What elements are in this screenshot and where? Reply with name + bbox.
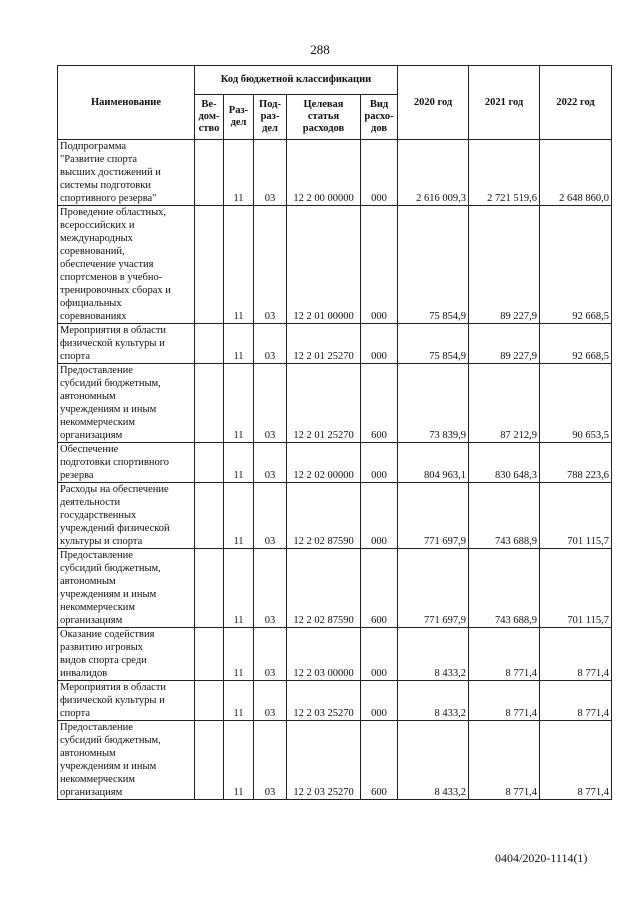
row-podrazdel: 03 — [254, 628, 287, 681]
row-vedomstvo — [195, 443, 224, 483]
row-razdel: 11 — [224, 324, 254, 364]
row-podrazdel: 03 — [254, 443, 287, 483]
row-podrazdel: 03 — [254, 721, 287, 800]
row-vid: 000 — [361, 443, 398, 483]
row-vedomstvo — [195, 324, 224, 364]
table-row — [58, 483, 612, 549]
row-vid: 000 — [361, 483, 398, 549]
row-name: Подпрограмма "Развитие спорта высших достижений и системы подготовки спортивного резерва" — [58, 140, 195, 206]
row-tselevaya: 12 2 03 25270 — [287, 721, 361, 800]
row-tselevaya: 12 2 01 00000 — [287, 206, 361, 324]
row-name: Предоставление субсидий бюджетным, автономным учреждениям и иным некоммерческим организациям — [58, 549, 195, 628]
row-2022: 90 653,5 — [540, 364, 612, 443]
row-2020: 804 963,1 — [398, 443, 469, 483]
table-row — [58, 140, 612, 206]
header-tselevaya: Целевая статья расходов — [287, 95, 361, 140]
row-2021: 8 771,4 — [469, 721, 540, 800]
row-razdel: 11 — [224, 140, 254, 206]
row-name: Обеспечение подготовки спортивного резерва — [58, 443, 195, 483]
table-row — [58, 364, 612, 443]
row-2021: 8 771,4 — [469, 681, 540, 721]
row-2022: 701 115,7 — [540, 549, 612, 628]
row-2022: 2 648 860,0 — [540, 140, 612, 206]
row-2022: 8 771,4 — [540, 721, 612, 800]
row-razdel: 11 — [224, 206, 254, 324]
row-razdel: 11 — [224, 364, 254, 443]
row-2020: 75 854,9 — [398, 324, 469, 364]
row-podrazdel: 03 — [254, 483, 287, 549]
row-razdel: 11 — [224, 443, 254, 483]
table-row — [58, 628, 612, 681]
row-2020: 8 433,2 — [398, 628, 469, 681]
row-podrazdel: 03 — [254, 549, 287, 628]
row-razdel: 11 — [224, 483, 254, 549]
row-vedomstvo — [195, 364, 224, 443]
row-podrazdel: 03 — [254, 206, 287, 324]
row-vid: 000 — [361, 681, 398, 721]
row-2021: 830 648,3 — [469, 443, 540, 483]
table-body — [58, 140, 612, 800]
header-2022: 2022 год — [540, 66, 612, 140]
row-razdel: 11 — [224, 628, 254, 681]
row-vid: 000 — [361, 140, 398, 206]
row-razdel: 11 — [224, 681, 254, 721]
row-razdel: 11 — [224, 549, 254, 628]
row-tselevaya: 12 2 00 00000 — [287, 140, 361, 206]
row-vedomstvo — [195, 206, 224, 324]
row-vedomstvo — [195, 681, 224, 721]
row-vid: 000 — [361, 628, 398, 681]
row-tselevaya: 12 2 02 00000 — [287, 443, 361, 483]
row-vedomstvo — [195, 549, 224, 628]
table-header — [58, 66, 612, 140]
row-2021: 87 212,9 — [469, 364, 540, 443]
row-vid: 600 — [361, 721, 398, 800]
row-2021: 2 721 519,6 — [469, 140, 540, 206]
row-2020: 2 616 009,3 — [398, 140, 469, 206]
row-name: Предоставление субсидий бюджетным, автономным учреждениям и иным некоммерческим организациям — [58, 721, 195, 800]
table-row — [58, 549, 612, 628]
row-name: Мероприятия в области физической культуры и спорта — [58, 681, 195, 721]
header-code-group: Код бюджетной классификации — [195, 66, 398, 95]
header-name: Наименование — [58, 66, 195, 140]
header-2020: 2020 год — [398, 66, 469, 140]
row-vid: 600 — [361, 364, 398, 443]
page-number: 288 — [310, 42, 330, 57]
row-2022: 701 115,7 — [540, 483, 612, 549]
row-vid: 000 — [361, 324, 398, 364]
row-podrazdel: 03 — [254, 140, 287, 206]
table-row — [58, 324, 612, 364]
row-2021: 89 227,9 — [469, 206, 540, 324]
header-razdel: Раз- дел — [224, 95, 254, 140]
row-tselevaya: 12 2 03 00000 — [287, 628, 361, 681]
row-2021: 8 771,4 — [469, 628, 540, 681]
row-2020: 8 433,2 — [398, 721, 469, 800]
row-2022: 8 771,4 — [540, 681, 612, 721]
row-2020: 8 433,2 — [398, 681, 469, 721]
row-vid: 000 — [361, 206, 398, 324]
row-name: Расходы на обеспечение деятельности государственных учреждений физической культуры и спорта — [58, 483, 195, 549]
row-vedomstvo — [195, 721, 224, 800]
row-vedomstvo — [195, 483, 224, 549]
row-tselevaya: 12 2 02 87590 — [287, 549, 361, 628]
row-vid: 600 — [361, 549, 398, 628]
row-2020: 73 839,9 — [398, 364, 469, 443]
row-tselevaya: 12 2 01 25270 — [287, 324, 361, 364]
header-podrazdel: Под- раз- дел — [254, 95, 287, 140]
row-podrazdel: 03 — [254, 364, 287, 443]
row-2020: 75 854,9 — [398, 206, 469, 324]
row-podrazdel: 03 — [254, 681, 287, 721]
header-vedomstvo: Ве- дом- ство — [195, 95, 224, 140]
row-podrazdel: 03 — [254, 324, 287, 364]
row-2021: 89 227,9 — [469, 324, 540, 364]
row-tselevaya: 12 2 03 25270 — [287, 681, 361, 721]
row-2022: 788 223,6 — [540, 443, 612, 483]
row-razdel: 11 — [224, 721, 254, 800]
row-tselevaya: 12 2 01 25270 — [287, 364, 361, 443]
row-name: Проведение областных, всероссийских и международных соревнований, обеспечение участия спортсменов в учебно- тренировочных сборах и официальных соревнованиях — [58, 206, 195, 324]
row-2022: 92 668,5 — [540, 324, 612, 364]
table-row — [58, 681, 612, 721]
row-vedomstvo — [195, 140, 224, 206]
document-code: 0404/2020-1114(1) — [495, 851, 588, 865]
table-row — [58, 206, 612, 324]
table-row — [58, 721, 612, 800]
header-vid: Вид расхо- дов — [361, 95, 398, 140]
row-name: Оказание содействия развитию игровых видов спорта среди инвалидов — [58, 628, 195, 681]
row-2021: 743 688,9 — [469, 549, 540, 628]
table-row — [58, 443, 612, 483]
row-2022: 8 771,4 — [540, 628, 612, 681]
row-2022: 92 668,5 — [540, 206, 612, 324]
row-2020: 771 697,9 — [398, 483, 469, 549]
row-vedomstvo — [195, 628, 224, 681]
row-2020: 771 697,9 — [398, 549, 469, 628]
row-name: Предоставление субсидий бюджетным, автономным учреждениям и иным некоммерческим организациям — [58, 364, 195, 443]
row-tselevaya: 12 2 02 87590 — [287, 483, 361, 549]
header-2021: 2021 год — [469, 66, 540, 140]
row-name: Мероприятия в области физической культуры и спорта — [58, 324, 195, 364]
row-2021: 743 688,9 — [469, 483, 540, 549]
budget-table — [57, 65, 612, 800]
